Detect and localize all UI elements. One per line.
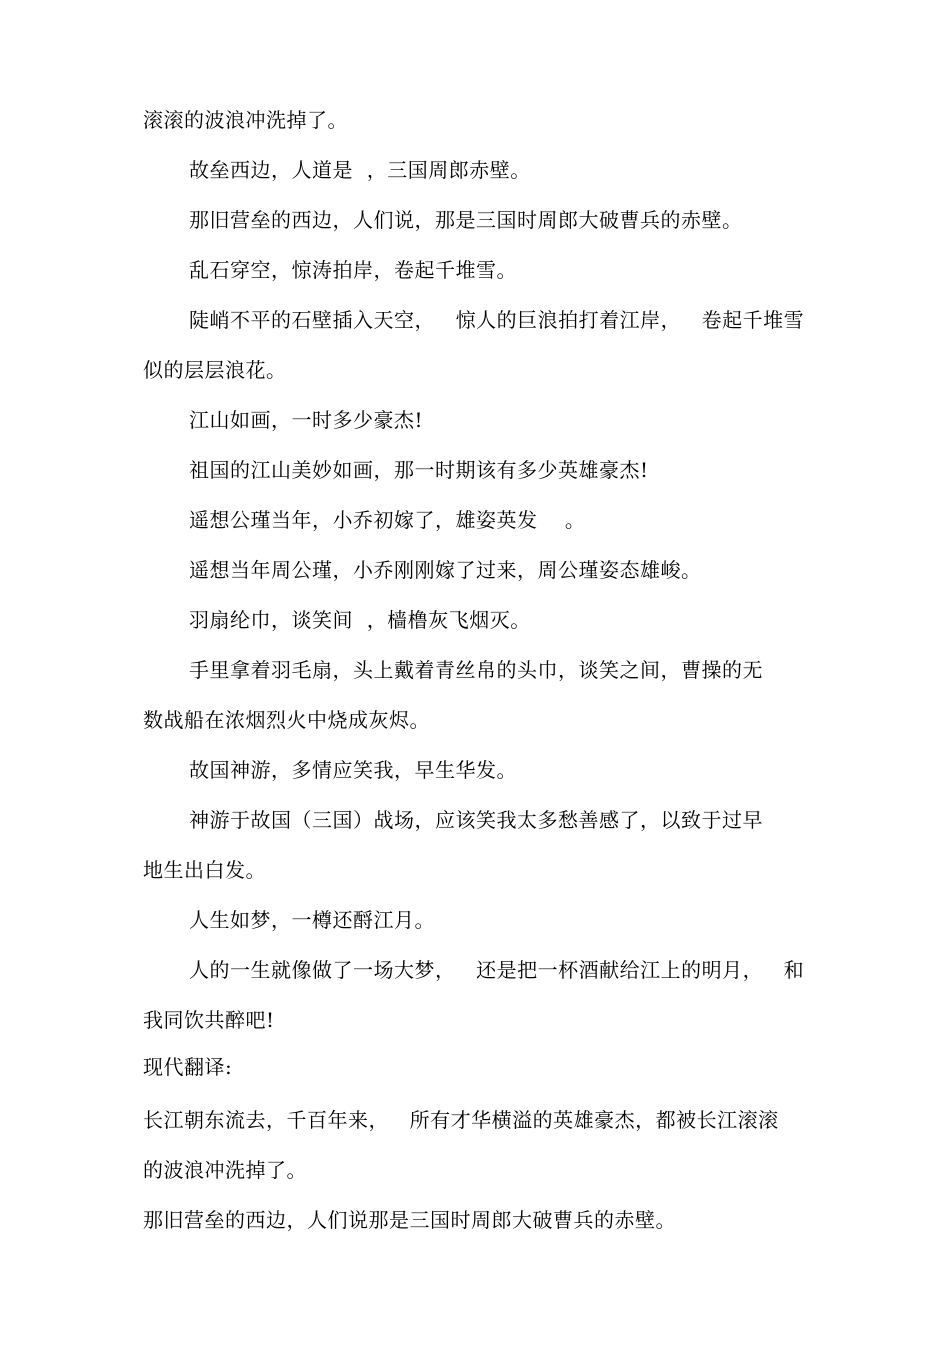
text-line-11: 羽扇纶巾，谈笑间 ，樯橹灰飞烟灭。 (189, 608, 531, 632)
text-line-23: 那旧营垒的西边，人们说那是三国时周郎大破曹兵的赤壁。 (143, 1208, 676, 1232)
text-line-6: 似的层层浪花。 (143, 358, 287, 382)
text-line-2: 故垒西边，人道是 ，三国周郎赤壁。 (189, 158, 531, 182)
text-line-3: 那旧营垒的西边，人们说，那是三国时周郎大破曹兵的赤壁。 (189, 208, 743, 232)
text-line-22: 的波浪冲洗掉了。 (143, 1158, 307, 1182)
text-line-10: 遥想当年周公瑾，小乔刚刚嫁了过来，周公瑾姿态雄峻。 (189, 558, 702, 582)
text-line-18: 人的一生就像做了一场大梦， 还是把一杯酒献给江上的明月， 和 (189, 958, 805, 982)
text-line-17: 人生如梦，一樽还酹江月。 (189, 908, 435, 932)
text-line-12: 手里拿着羽毛扇，头上戴着青丝帛的头巾，谈笑之间，曹操的无 (189, 658, 763, 682)
text-line-19: 我同饮共醉吧! (143, 1008, 275, 1032)
text-line-15: 神游于故国（三国）战场，应该笑我太多愁善感了，以致于过早 (189, 808, 763, 832)
text-line-14: 故国神游，多情应笑我，早生华发。 (189, 758, 517, 782)
text-line-13: 数战船在浓烟烈火中烧成灰烬。 (143, 708, 430, 732)
section-heading-modern-translation: 现代翻译: (143, 1055, 233, 1079)
text-line-8: 祖国的江山美妙如画，那一时期该有多少英雄豪杰! (189, 458, 649, 482)
text-line-4: 乱石穿空，惊涛拍岸，卷起千堆雪。 (189, 258, 517, 282)
text-line-1: 滚滚的波浪冲洗掉了。 (143, 108, 348, 132)
text-line-21: 长江朝东流去，千百年来， 所有才华横溢的英雄豪杰，都被长江滚滚 (143, 1108, 779, 1132)
text-line-5: 陡峭不平的石壁插入天空， 惊人的巨浪拍打着江岸， 卷起千堆雪 (189, 308, 805, 332)
text-line-7: 江山如画，一时多少豪杰! (189, 408, 424, 432)
text-line-16: 地生出白发。 (143, 858, 266, 882)
text-line-9: 遥想公瑾当年，小乔初嫁了，雄姿英发 。 (189, 508, 586, 532)
